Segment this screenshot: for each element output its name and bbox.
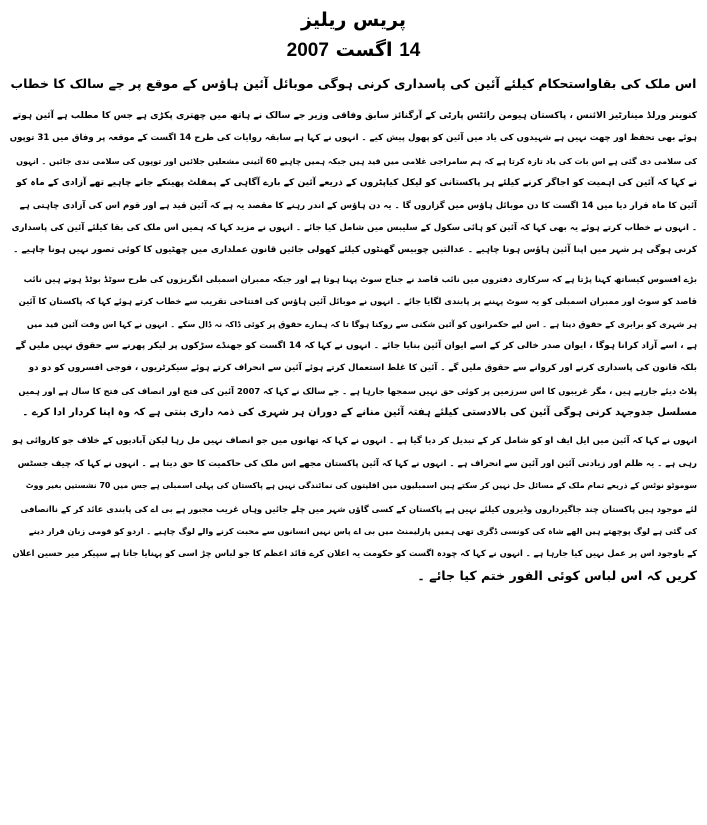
paragraph-line: مسلسل جدوجہد کرنی ہوگی آئین کی بالادستی کیلئے ہفتہ آئین منانے کے دوران ہر شہری کی ذمہ داری بنتی ہے کہ وہ اپنا کردار ادا کرے ۔ xyxy=(22,407,697,419)
headline: اس ملک کی بقاواستحکام کیلئے آئین کی پاسداری کرنی ہوگی موبائل آئین ہاؤس کے موقع پر جے سالک کا خطاب xyxy=(10,76,697,91)
paragraph-line: بڑے افسوس کیساتھ کہنا پڑتا ہے کہ سرکاری دفتروں میں نائب قاصد نے جناح سوٹ پہنا ہوتا ہے اور جبکہ ممبران اسمبلی انگریزوں کی طرح سوٹڈ بوٹڈ ہوتے ہیں نائب xyxy=(23,273,697,284)
paragraph-line: لئے موجود ہیں پاکستان چند جاگیرداروں وڈیروں کیلئے نہیں ہے پاکستان کے کسی گاؤں شہر میں چلے جائیں وہاں غریب مجبور ہے بی اے کی پابندی عائد کر کے ناانصافی xyxy=(20,503,697,514)
paragraph-line: کی سلامی دی گئی ہے اس بات کی یاد تازہ کرتا ہے کہ ہم سامراجی غلامی میں قید ہیں جبکہ ہمیں چاہیے 60 آئینی مشعلیں جلائیں اور توپوں کی سلامی ندی جائیں ۔ انہوں xyxy=(16,155,697,166)
paragraph-line: بلکہ قانون کی پاسداری کرنے اور کروانے سے حقوق ملیں گے ۔ آئین کا غلط استعمال کرتے ہوئے آئین سے انحراف کرتے ہوئے سیکرٹریوں ، فوجی افسروں کو دو دو xyxy=(28,363,697,374)
release-date xyxy=(10,36,697,65)
release-date-month: اگست xyxy=(335,39,393,61)
paragraph-line: کرنی ہوگی ہر شہر میں اپنا آئین ہاؤس ہونا چاہیے ۔ عدالتیں چوبیس گھنٹوں کیلئے کھولی جائیں قانون عملداری میں چھٹیوں کا کوئی تصور نہیں ہونا چاہیے ۔ xyxy=(13,245,697,256)
paragraph-line: ۔ انہوں نے خطاب کرتے ہوئے یہ بھی کہا کہ آئین کو ہائی سکول کے سلیبس میں شامل کیا جائے ۔ انہوں نے مزید کہا کہ ہمیں اس ملک کی بقا کیلئے آئین کی پاسداری xyxy=(11,222,697,233)
body-paragraph xyxy=(10,430,697,587)
paragraph-line: رہی ہے ۔ یہ ظلم اور زیادتی آئین اور آئین سے انحراف ہے ۔ انہوں نے کہا کہ آئین پاکستان مجھے اس ملک کی حاکمیت کا حق دیتا ہے ۔ انہوں نے کہا کہ چیف جسٹس xyxy=(17,458,697,469)
paragraph-line: ہوئے بھی تحفظ اور چھت نہیں ہے شہیدوں کی یاد میں آئین کو پھول پیش کیے ۔ انہوں نے کہا ہے سابقہ روایات کی طرح 14 اگست کے موقعہ پر وفاق میں 31 توپوں xyxy=(10,133,697,144)
paragraph-line: کریں کہ اس لباس کوئی الفور ختم کیا جائے ۔ xyxy=(417,567,697,583)
paragraph-line: کنوینر ورلڈ مینارٹیز الائنس ، پاکستان ہیومن رائٹس پارٹی کے آرگنائز سابق وفاقی وزیر جے سالک نے ہاتھ میں چھتری پکڑی ہے جس کا مطلب ہے آئین ہوتے xyxy=(12,111,697,121)
paragraph-line: سوموٹو نوٹس کے ذریعے تمام ملک کے مسائل حل نہیں کر سکتے ہیں اسمبلیوں میں اقلیتوں کی نمائندگی نہیں ہے پاکستان کی پہلی اسمبلی ہے جس میں 70 نشستیں بغیر ووٹ xyxy=(25,481,697,491)
paragraph-line: آئین کا ماہ قرار دیا میں 14 اگست کا دن موبائل ہاؤس میں گزاروں گا ۔ یہ دن ہاؤس کے اندر رہنے کا مقصد یہ ہے کہ آئین قید ہے اور قوم اس کی آزادی چاہتی ہے xyxy=(19,200,697,211)
paragraph-line: کے باوجود اس پر عمل نہیں کیا جارہا ہے ۔ انہوں نے کہا کہ چودہ اگست کو حکومت یہ اعلان کرے قائد اعظم کا جو لباس چڑ اسی کو پہنایا جاتا ہے سپیکر میر حسین اعلان xyxy=(12,548,697,559)
paragraph-line: ہے ، اسے آزاد کرانا ہوگا ، ایوان صدر خالی کر کے اسے ایوان آئین بنایا جائے ۔ انہوں نے کہا کہ 14 اگست کو جھنڈے سڑکوں پر لیکر پھرنے سے حقوق نہیں ملیں گے xyxy=(15,340,697,351)
document-kicker: پریس ریلیز xyxy=(301,9,406,31)
paragraph-line: نے کہا کہ آئین کی اہمیت کو اجاگر کرنے کیلئے ہر پاکستانی کو لیکل کیاپٹروں کے ذریعے آئین کے بارے آگاہی کے پمفلٹ پھینکے جانے چاہیے تھے آزادی کے ماہ کو xyxy=(16,178,697,189)
paragraph-line: انہوں نے کہا کہ آئین میں ایل ایف او کو شامل کر کے تبدیل کر دیا گیا ہے ۔ انہوں نے کہا کہ تھانوں میں جو انصاف نہیں مل رہا لیکن آبادیوں کے خلاف جو کاروائی ہو xyxy=(12,436,697,447)
paragraph-line: پلاٹ دیئے جارہے ہیں ، مگر غریبوں کا اس سرزمین پر کوئی حق نہیں سمجھا جارہا ہے ۔ جے سالک نے کہا کہ 2007 آئین کی فتح اور انصاف کی فتح کا سال ہے اور ہمیں xyxy=(18,385,697,396)
paragraph-line: ہر شہری کو برابری کے حقوق دیتا ہے ۔ اس لیے حکمرانوں کو آئین شکنی سے روکنا ہوگا تا کہ ہمارے حقوق پر کوئی ڈاکہ نہ ڈال سکے ۔ انہوں نے کہا اس وقت آئین قید میں xyxy=(26,318,697,329)
body-paragraph xyxy=(10,268,697,425)
release-date-day: 14 xyxy=(399,40,421,61)
paragraph-line: کی گئی ہے لوگ پوچھتے ہیں الھے شاہ کی کونسی ڈگری تھی ہمیں پارلیمنٹ میں بی اے پاس نہیں انسانوں سے محبت کرنے والے لوگ چاہیے ۔ اردو کو قومی زبان قرار دینے xyxy=(28,526,697,537)
paragraph-line: قاصد کو سوٹ اور ممبران اسمبلی کو یہ سوٹ پہننے پر پابندی لگایا جائے ۔ انہوں نے موبائل آئین ہاؤس کی افتتاحی تقریب سے خطاب کرتے ہوئے کہا کہ پاکستان کا آئین xyxy=(18,296,697,307)
body-paragraph xyxy=(10,105,697,262)
release-date-year: 2007 xyxy=(286,40,329,61)
